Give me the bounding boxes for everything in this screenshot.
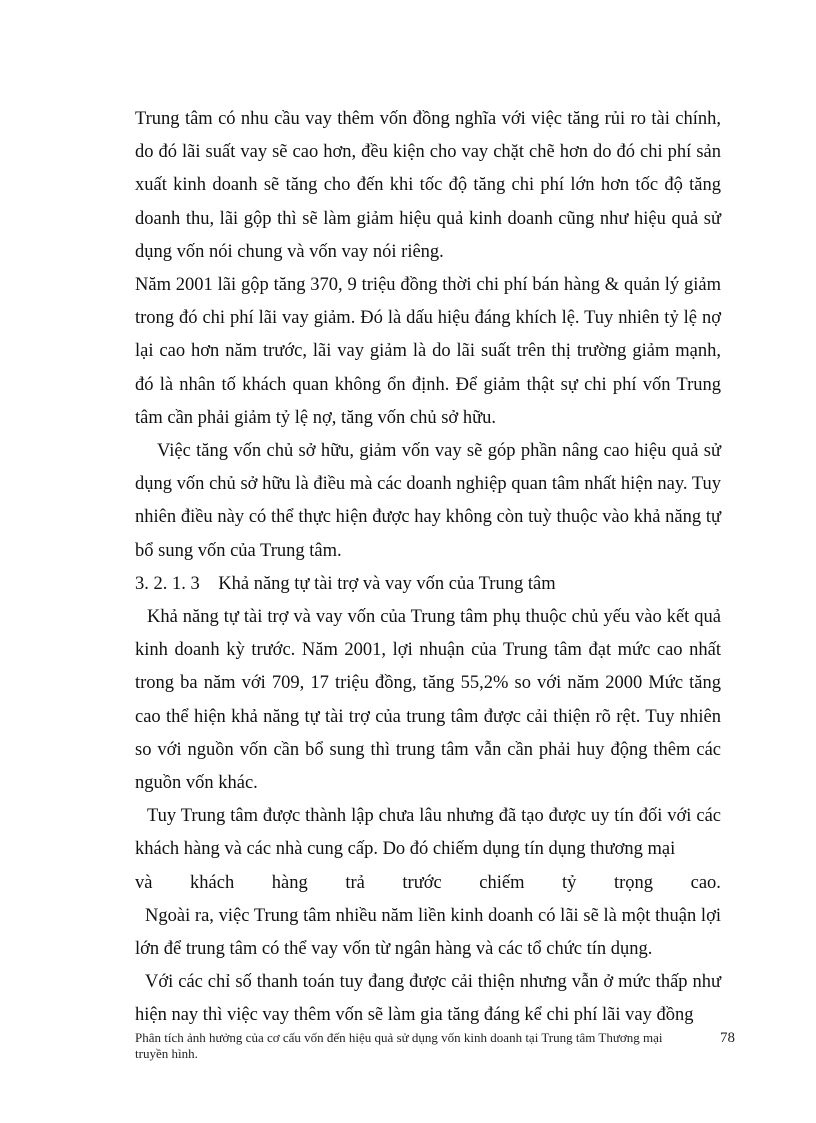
paragraph-5: Tuy Trung tâm được thành lập chưa lâu nhưng đã tạo được uy tín đối với các khách hàng và các nhà cung cấp. Do đó chiếm dụng tín dụng thương mại [135, 806, 721, 860]
word: trọng [614, 872, 654, 893]
paragraph-2: Năm 2001 lãi gộp tăng 370, 9 triệu đồng thời chi phí bán hàng & quản lý giảm trong đó chi phí lãi vay giảm. Đó là dấu hiệu đáng khích lệ. Tuy nhiên tỷ lệ nợ lại cao hơn năm trước, lãi vay giảm là do lãi suất trên thị trường giảm mạnh, đó là nhân tố khách quan không ổn định. Để giảm thật sự chi phí vốn Trung tâm cần phải giảm tỷ lệ nợ, tăng vốn chủ sở hữu. [135, 275, 721, 428]
page-footer [135, 1030, 735, 1074]
word: trả [345, 872, 365, 893]
body-text [135, 103, 721, 1033]
paragraph-6: Ngoài ra, việc Trung tâm nhiều năm liền kinh doanh có lãi sẽ là một thuận lợi lớn để trung tâm có thể vay vốn từ ngân hàng và các tổ chức tín dụng. [135, 905, 721, 960]
word: khách [190, 872, 235, 893]
word: trước [402, 872, 442, 893]
paragraph-7: Với các chỉ số thanh toán tuy đang được cải thiện nhưng vẫn ở mức thấp như hiện nay thì việc vay thêm vốn sẽ làm gia tăng đáng kể chi phí lãi vay đồng [135, 972, 721, 1026]
word: chiếm [479, 872, 525, 893]
paragraph-4: Khả năng tự tài trợ và vay vốn của Trung tâm phụ thuộc chủ yếu vào kết quả kinh doanh kỳ trước. Năm 2001, lợi nhuận của Trung tâm đạt mức cao nhất trong ba năm với 709, 17 triệu đồng, tăng 55,2% so với năm 2000 Mức tăng cao thể hiện khả năng tự tài trợ của trung tâm được cải thiện rõ rệt. Tuy nhiên so với nguồn vốn cần bổ sung thì trung tâm vẫn cần phải huy động thêm các nguồn vốn khác. [135, 607, 721, 794]
word: cao. [690, 872, 721, 893]
footer-text: Phân tích ảnh hưởng của cơ cấu vốn đến hiệu quả sử dụng vốn kinh doanh tại Trung tâm Thương mại truyền hình. [135, 1030, 663, 1061]
paragraph-3: Việc tăng vốn chủ sở hữu, giảm vốn vay sẽ góp phần nâng cao hiệu quả sử dụng vốn chủ sở hữu là điều mà các doanh nghiệp quan tâm nhất hiện nay. Tuy nhiên điều này có thể thực hiện được hay không còn tuỳ thuộc vào khả năng tự bổ sung vốn của Trung tâm. [135, 441, 721, 561]
paragraph-5-last-line [135, 867, 721, 900]
word: tỷ [562, 872, 577, 893]
word: và [135, 872, 153, 893]
word: hàng [271, 872, 308, 893]
page-number: 78 [720, 1030, 735, 1046]
paragraph-1: Trung tâm có nhu cầu vay thêm vốn đồng nghĩa với việc tăng rủi ro tài chính, do đó lãi suất vay sẽ cao hơn, đều kiện cho vay chặt chẽ hơn do đó chi phí sản xuất kinh doanh sẽ tăng cho đến khi tốc độ tăng chi phí lớn hơn tốc độ tăng doanh thu, lãi gộp thì sẽ làm giảm hiệu quả kinh doanh cũng như hiệu quả sử dụng vốn nói chung và vốn vay nói riêng. [135, 109, 721, 262]
section-heading: 3. 2. 1. 3 Khả năng tự tài trợ và vay vốn của Trung tâm [135, 573, 556, 594]
